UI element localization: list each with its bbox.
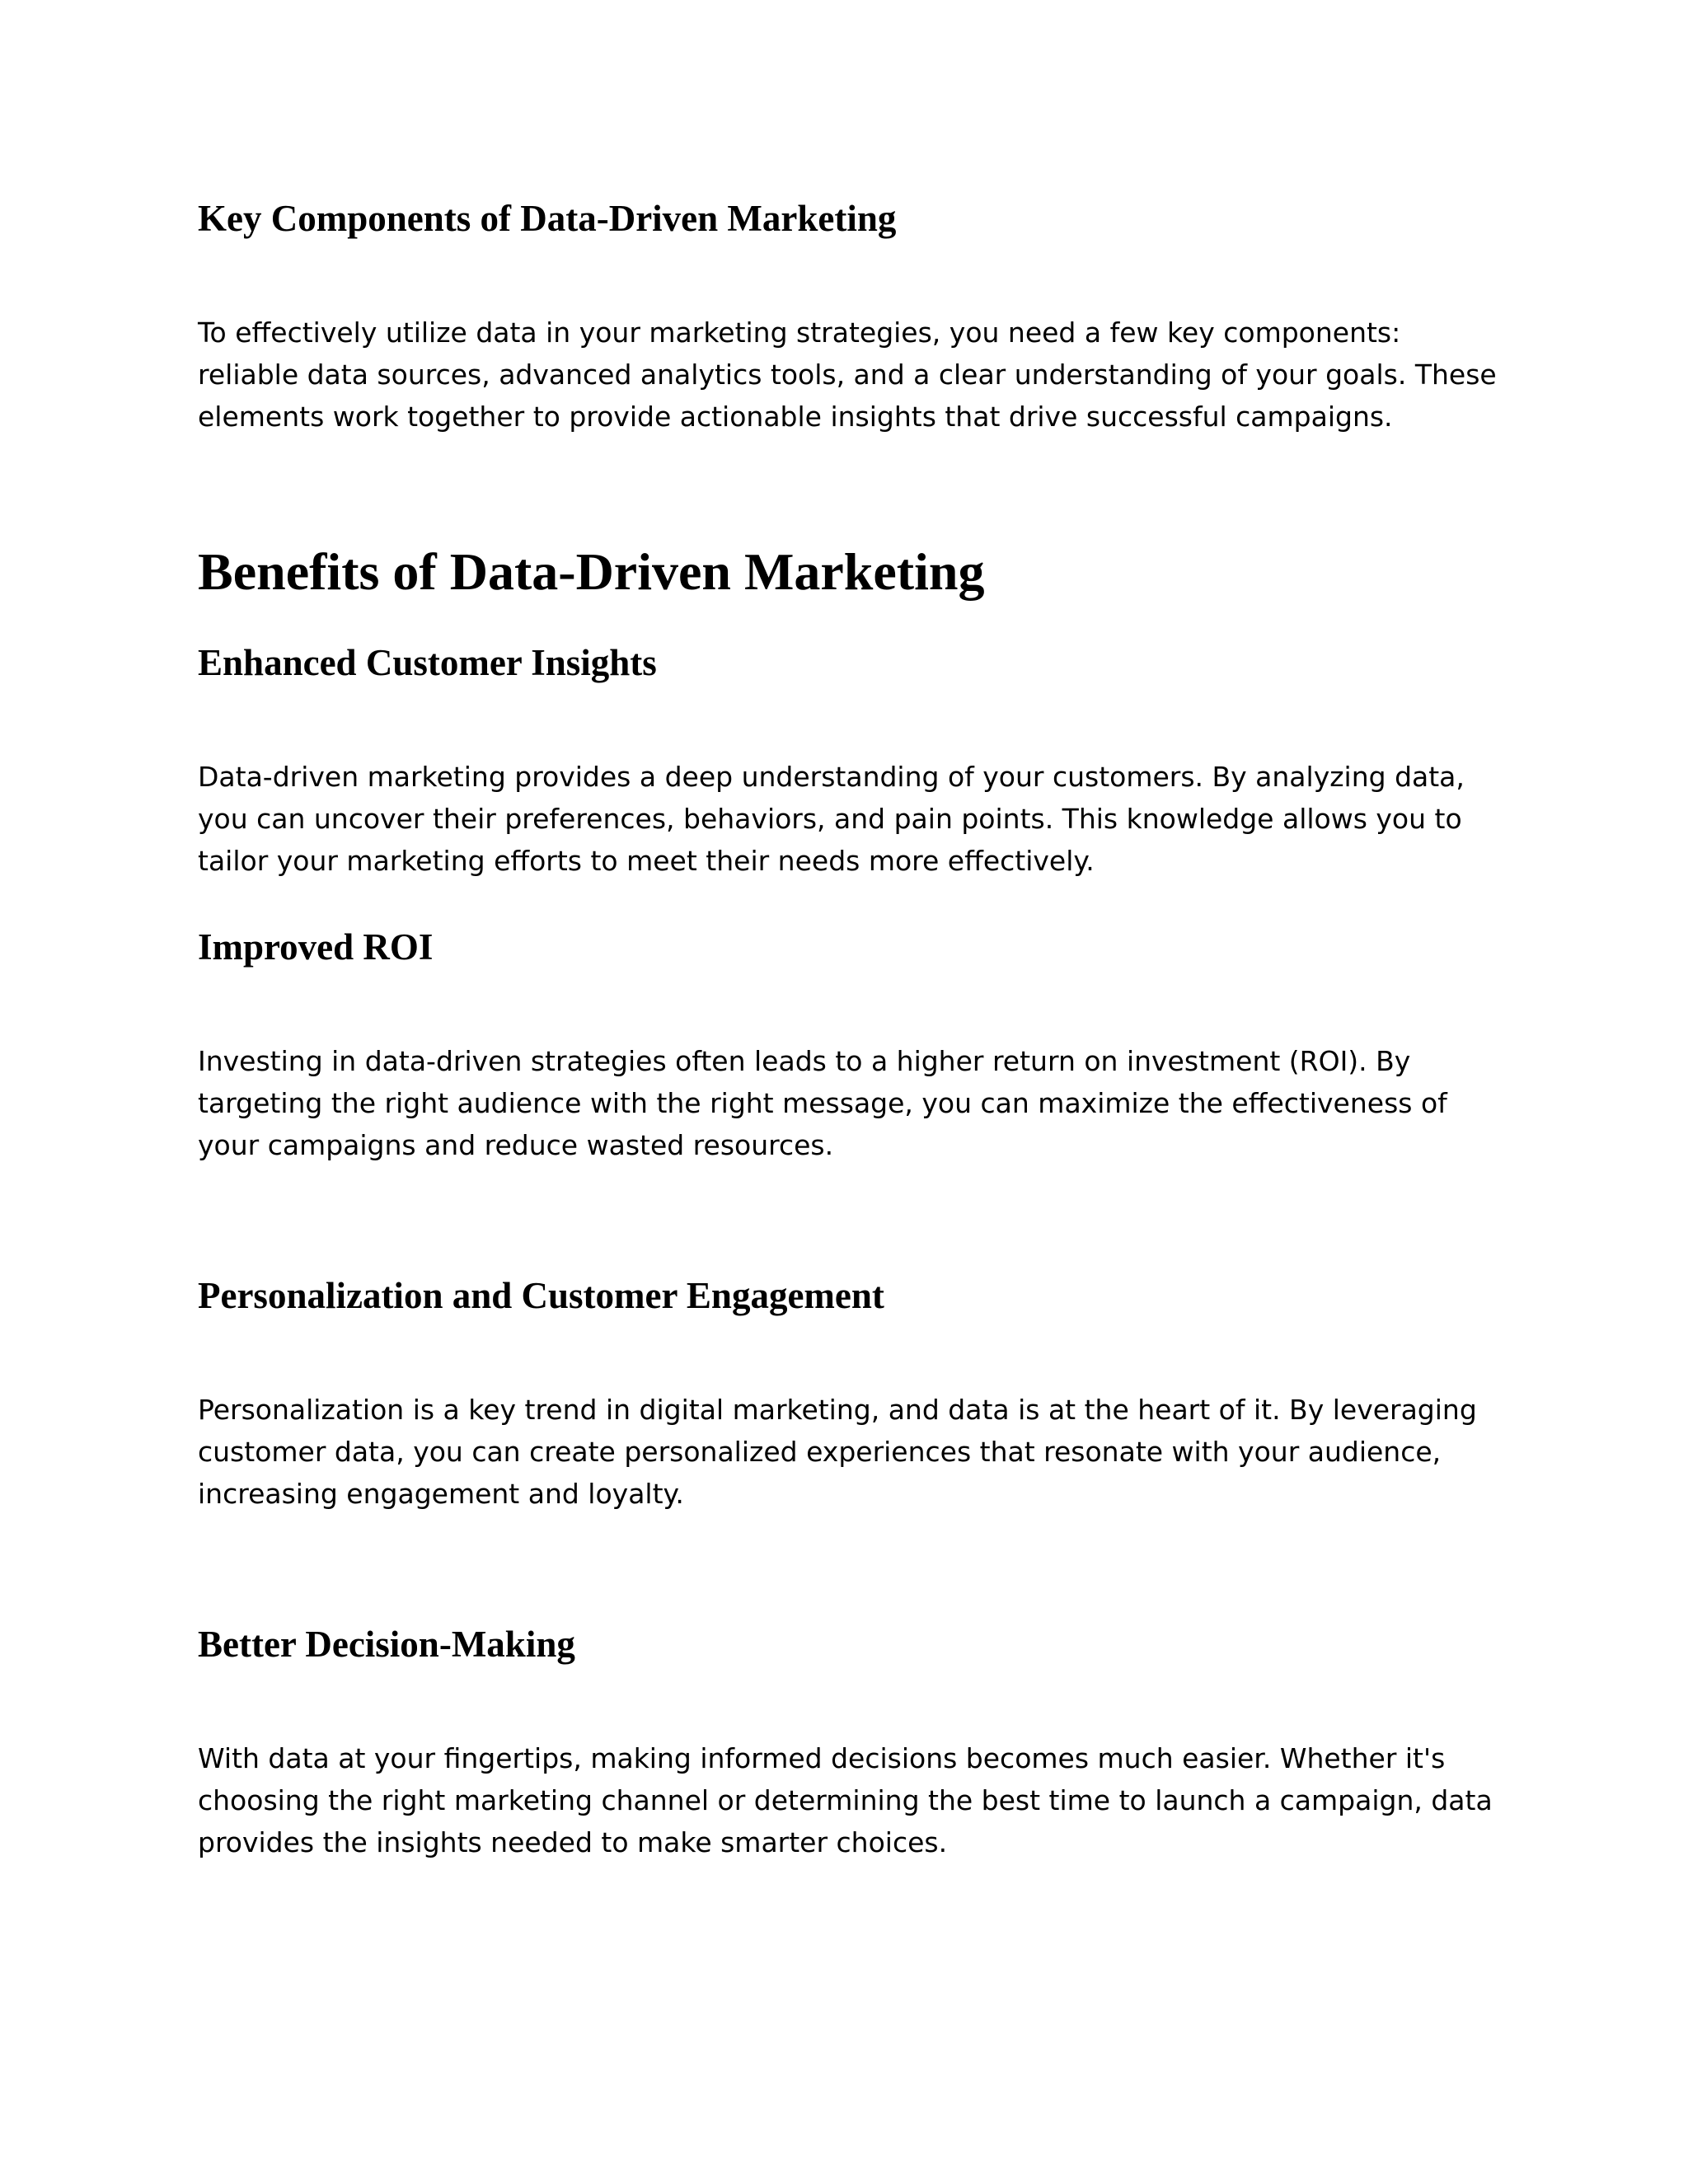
heading-improved-roi: Improved ROI [198, 926, 434, 968]
heading-decision-making: Better Decision-Making [198, 1624, 575, 1665]
paragraph-improved-roi: Investing in data-driven strategies often leads to a higher return on investment (ROI). By targeting the right audience with the right message, you can maximize the effectiveness of your campaigns and reduce wasted resources. [198, 1045, 1447, 1161]
paragraph-decision-making: With data at your fingertips, making informed decisions becomes much easier. Whether it's choosing the right marketing channel or determining the best time to launch a campaign, data provides the insights needed to make smarter choices. [198, 1742, 1493, 1858]
heading-key-components: Key Components of Data-Driven Marketing [198, 198, 897, 239]
heading-personalization: Personalization and Customer Engagement [198, 1275, 884, 1316]
paragraph-enhanced-insights: Data-driven marketing provides a deep understanding of your customers. By analyzing data, you can uncover their preferences, behaviors, and pain points. This knowledge allows you to tailor your marketing efforts to meet their needs more effectively. [198, 761, 1465, 877]
heading-benefits: Benefits of Data-Driven Marketing [198, 542, 985, 601]
heading-enhanced-insights: Enhanced Customer Insights [198, 642, 657, 683]
paragraph-key-components: To effectively utilize data in your marketing strategies, you need a few key components: reliable data sources, advanced analytics tools, and a clear understanding of your goals. These elements work together to provide actionable insights that drive successful campaigns. [198, 316, 1497, 433]
paragraph-personalization: Personalization is a key trend in digital marketing, and data is at the heart of it. By leveraging customer data, you can create personalized experiences that resonate with your audience, increasing engagement and loyalty. [198, 1394, 1477, 1510]
